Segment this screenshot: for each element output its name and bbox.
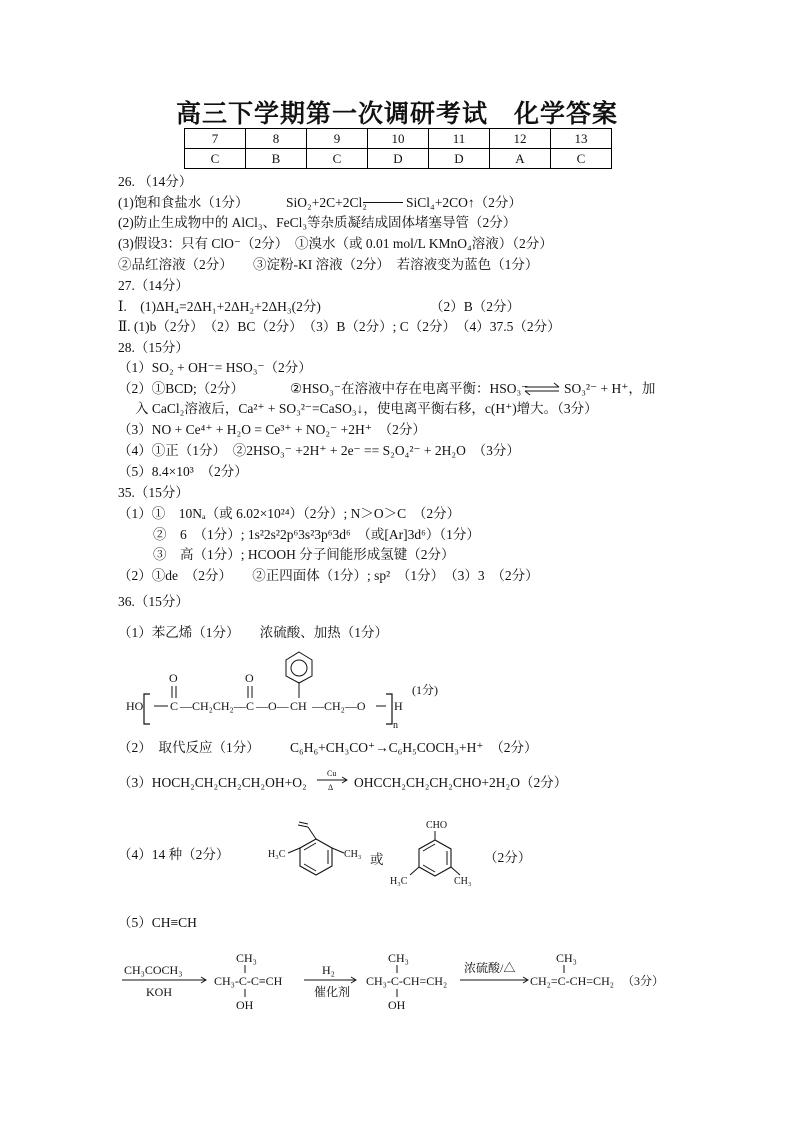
- dimethylbenzaldehyde-a-diagram: [268, 815, 378, 895]
- polymer-n: n: [393, 720, 398, 731]
- benzene-ring: [286, 652, 312, 683]
- q26-line-3: (3)假设3：只有 ClO⁻（2分） ①溴水（或 0.01 mol/L KMnO₄溶液）（2分）: [118, 236, 553, 251]
- substituent-label: OH: [388, 998, 406, 1012]
- substituent-label: CH₃: [236, 951, 257, 965]
- reagent-label: 浓硫酸/△: [464, 961, 516, 975]
- q35-heading: 35.（15分）: [118, 485, 189, 500]
- q36-l2a: （2） 取代反应（1分）: [118, 740, 260, 755]
- substituent-label: CH₃: [556, 951, 577, 965]
- q35-line-2: ② 6 （1分）; 1s²2s²2p⁶3s²3p⁶3d⁶ （或[Ar]3d⁶）（1分）: [153, 527, 480, 542]
- q26-line-1: [118, 194, 522, 212]
- polymer-c1: C: [170, 699, 179, 713]
- q28-l2b: ②HSO₃⁻在溶液中存在电离平衡：HSO₃⁻: [290, 381, 529, 396]
- q35-line-3: ③ 高（1分）; HCOOH 分子间能形成氢键（2分）: [153, 547, 455, 562]
- polymer-structure-diagram: [118, 650, 478, 732]
- q35-line-1: （1）① 10Nₐ（或 6.02×10²⁴）（2分）; N＞O＞C （2分）: [118, 506, 461, 521]
- page-title: 高三下学期第一次调研考试 化学答案: [175, 101, 618, 128]
- polymer-ob: O: [245, 671, 254, 685]
- reagent-label: 催化剂: [314, 985, 351, 999]
- answer-table: [184, 128, 612, 169]
- q28-line-2: [118, 380, 656, 398]
- q36-line-1: （1）苯乙烯（1分） 浓硫酸、加热（1分）: [118, 625, 388, 640]
- q26-line-2: (2)防止生成物中的 AlCl₃、FeCl₃等杂质凝结成固体堵塞导管（2分）: [118, 215, 517, 230]
- reagent-label: H₂: [322, 963, 335, 977]
- reaction-arrow: [363, 202, 403, 203]
- substituent-label: CH₃: [388, 951, 409, 965]
- condition-label: Δ: [328, 783, 334, 792]
- intermediate-2-label: CH₃-C-CH=CH₂: [366, 974, 448, 988]
- bracket-right: [386, 694, 392, 724]
- polymer-score: (1分): [412, 683, 438, 697]
- table-cell: A: [490, 149, 551, 169]
- q35-line-4: （2）①de （2分） ②正四面体（1分）; sp² （1分） （3）3 （2分）: [118, 568, 539, 583]
- q36-l3b: OHCCH₂CH₂CH₂CHO+2H₂O（2分）: [354, 775, 568, 790]
- q36-l2b: C₆H₆+CH₃CO⁺→C₆H₅COCH₃+H⁺ （2分）: [290, 740, 538, 755]
- catalyst-label: Cu: [327, 769, 337, 778]
- aldehyde-label: CHO: [426, 820, 448, 831]
- polymer-ch2b: —CH₂—O: [312, 699, 366, 713]
- polymer-oa: O: [169, 671, 178, 685]
- table-cell: B: [246, 149, 307, 169]
- q36-line-2: [118, 739, 538, 757]
- substituent-label: OH: [236, 998, 254, 1012]
- q36-line-3: [118, 769, 568, 792]
- synthesis-route-diagram: [118, 946, 678, 1018]
- or-label: 或: [370, 852, 384, 867]
- q36-line-5: （5）CH≡CH: [118, 915, 197, 930]
- q27-l1a: Ⅰ. (1)ΔH₄=2ΔH₁+2ΔH₂+2ΔH₃(2分): [118, 299, 321, 314]
- q28-line-3: 入 CaCl₂溶液后，Ca²⁺ + SO₃²⁻=CaSO₃↓，使电离平衡右移，c(H⁺)增大。（3分）: [135, 401, 598, 416]
- polymer-ch: CH: [290, 699, 307, 713]
- q36-line-4b: （2分）: [484, 850, 532, 865]
- table-row: [185, 149, 612, 169]
- table-cell: C: [551, 149, 612, 169]
- q28-line-1: （1）SO₂ + OH⁻= HSO₃⁻（2分）: [118, 360, 312, 375]
- reaction-arrow-icon: [315, 768, 351, 794]
- table-cell: D: [429, 149, 490, 169]
- q36-heading: 36.（15分）: [118, 594, 189, 609]
- dimethylbenzaldehyde-b-diagram: [388, 818, 488, 892]
- q28-line-6: （5）8.4×10³ （2分）: [118, 464, 248, 479]
- table-cell: 7: [185, 129, 246, 149]
- table-cell: 13: [551, 129, 612, 149]
- reagent-label: KOH: [146, 985, 172, 999]
- q28-l2c: SO₃²⁻ + H⁺，加: [564, 381, 656, 396]
- product-label: CH₂=C-CH=CH₂: [530, 974, 614, 988]
- intermediate-1-label: CH₃-C-C≡CH: [214, 974, 283, 988]
- q28-heading: 28.（15分）: [118, 340, 189, 355]
- equilibrium-arrow-icon: [523, 382, 563, 396]
- methyl-label: H₃C: [268, 849, 286, 860]
- table-cell: 10: [368, 129, 429, 149]
- table-cell: 8: [246, 129, 307, 149]
- polymer-o1: —O—: [256, 699, 289, 713]
- table-cell: D: [368, 149, 429, 169]
- q26-heading: 26. （14分）: [118, 174, 193, 189]
- q27-heading: 27.（14分）: [118, 278, 189, 293]
- polymer-ho: HO: [126, 699, 144, 713]
- reagent-label: CH₃COCH₃: [124, 963, 183, 977]
- table-cell: 12: [490, 129, 551, 149]
- q28-line-5: （4）①正（1分） ②2HSO₃⁻ +2H⁺ + 2e⁻ == S₂O₄²⁻ + 2H₂O （3分）: [118, 443, 520, 458]
- polymer-h: H: [394, 699, 403, 713]
- table-cell: 9: [307, 129, 368, 149]
- q26-line-4: ②品红溶液（2分） ③淀粉-KI 溶液（2分） 若溶液变为蓝色（1分）: [118, 257, 539, 272]
- q26-l1b: SiO₂+2C+2Cl₂: [286, 195, 367, 210]
- table-cell: 11: [429, 129, 490, 149]
- q36-line-4a: （4）14 种（2分）: [118, 847, 230, 862]
- score-label: （3分）: [622, 974, 665, 988]
- bracket-left: [144, 694, 150, 724]
- q36-l3a: （3）HOCH₂CH₂CH₂CH₂OH+O₂: [118, 775, 307, 790]
- table-header-row: [185, 129, 612, 149]
- methyl-label: CH₃: [344, 849, 362, 860]
- q27-line-1: [118, 298, 521, 316]
- q27-l1b: （2）B（2分）: [430, 299, 521, 314]
- q28-l2a: （2）①BCD;（2分）: [118, 381, 245, 396]
- polymer-ch2a: —CH₂CH₂—: [180, 699, 246, 713]
- methyl-label: CH₃: [454, 876, 472, 887]
- q27-line-2: Ⅱ. (1)b（2分） （2）BC（2分） （3）B（2分）; C（2分） （4）37.5（2分）: [118, 319, 561, 334]
- polymer-c2: C: [246, 699, 255, 713]
- q28-line-4: （3）NO + Ce⁴⁺ + H₂O = Ce³⁺ + NO₂⁻ +2H⁺ （2分）: [118, 422, 426, 437]
- q26-l1c: SiCl₄+2CO↑（2分）: [406, 195, 522, 210]
- table-cell: C: [185, 149, 246, 169]
- q26-l1a: (1)饱和食盐水（1分）: [118, 195, 249, 210]
- methyl-label: H₃C: [390, 876, 408, 887]
- table-cell: C: [307, 149, 368, 169]
